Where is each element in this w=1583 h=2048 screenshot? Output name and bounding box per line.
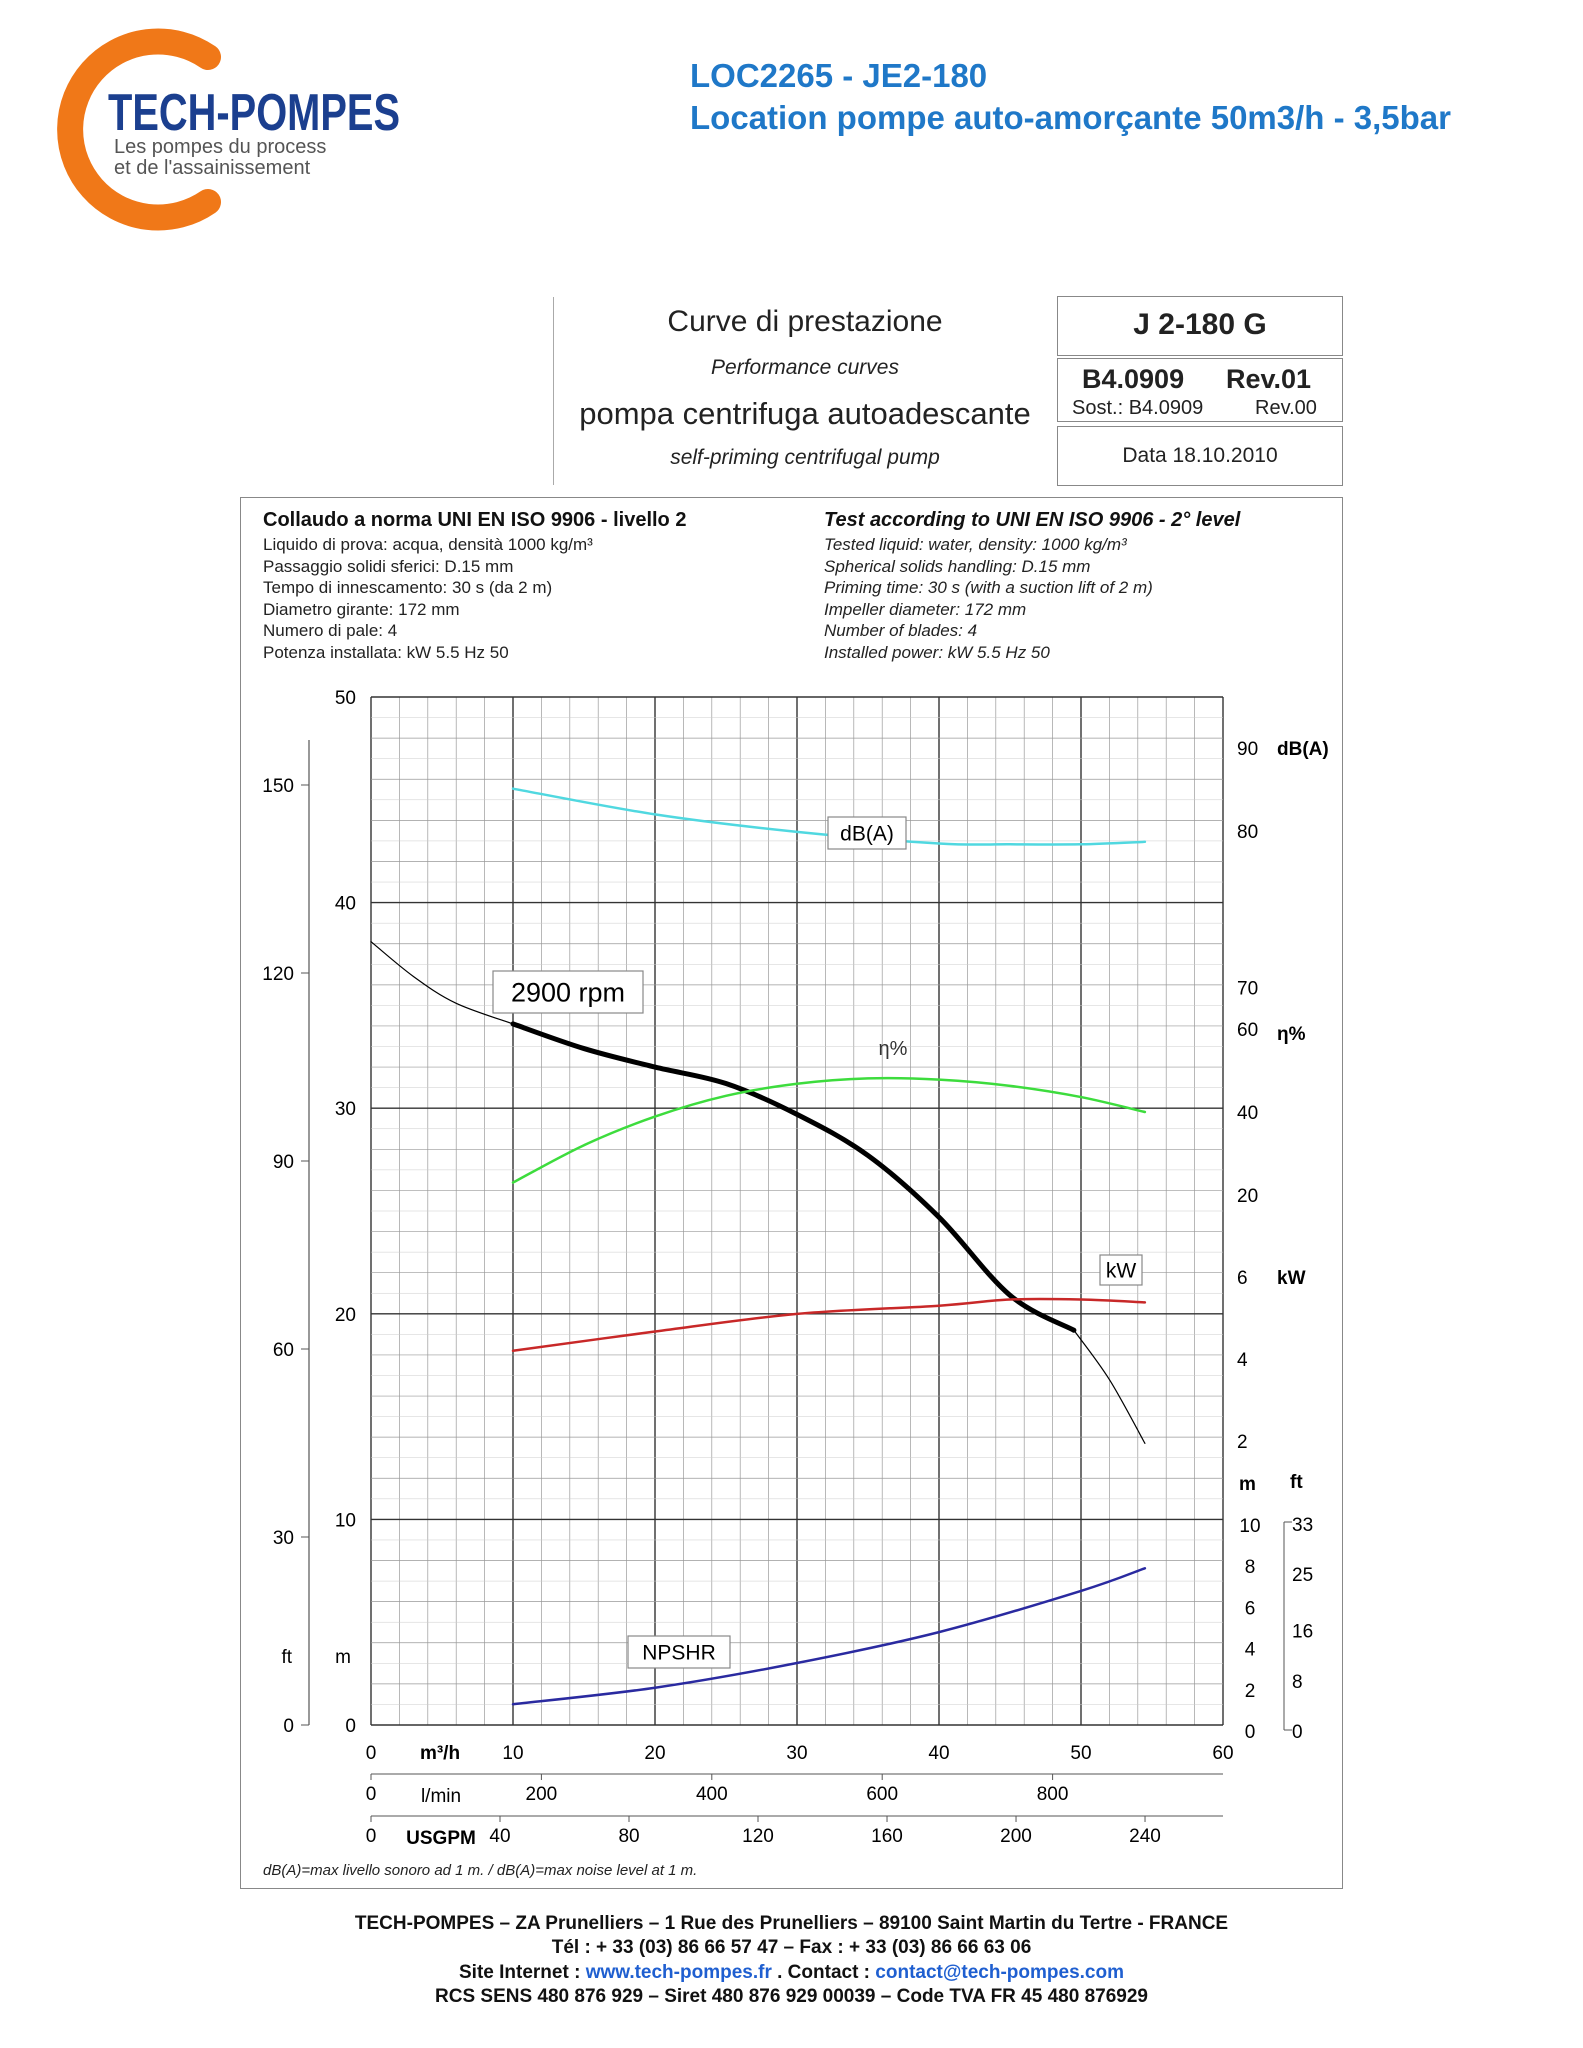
tick-label-usgpm: 120	[742, 1826, 774, 1847]
tick-label-lmin: 0	[365, 1784, 377, 1805]
tick-label-lmin: 400	[695, 1784, 728, 1805]
tick-label-head-ft: 30	[272, 1527, 294, 1549]
tick-label-m3h: 0	[365, 1743, 377, 1764]
tick-label-eff: 40	[1237, 1103, 1259, 1124]
test-heading-it: Collaudo a norma UNI EN ISO 9906 - livello 2	[263, 509, 687, 531]
tick-label-usgpm: 160	[871, 1826, 903, 1847]
tick-label-m3h: 50	[1070, 1743, 1092, 1764]
tick-label-usgpm: 240	[1129, 1826, 1161, 1847]
tick-label-npsh-m: 2	[1244, 1680, 1256, 1702]
series-head_extrapolated-line	[371, 942, 513, 1024]
spec-line-en: Tested liquid: water, density: 1000 kg/m³	[824, 535, 1127, 554]
doc-number: B4.0909	[1082, 364, 1185, 394]
axis-label-eff: η%	[1277, 1024, 1306, 1045]
tick-label-head-m: 50	[334, 688, 356, 709]
tick-label-lmin: 600	[866, 1784, 899, 1805]
tick-label-npsh-m: 6	[1244, 1598, 1256, 1620]
spec-line-en: Number of blades: 4	[824, 621, 978, 640]
spec-line-it: Passaggio solidi sferici: D.15 mm	[263, 556, 514, 576]
tick-label-head-m: 30	[334, 1099, 356, 1121]
tick-label-head-ft: 150	[262, 775, 294, 797]
tick-label-head-m: 0	[345, 1716, 356, 1737]
logo-tagline-2: et de l'assainissement	[114, 157, 311, 179]
tick-label-npsh-ft: 33	[1292, 1515, 1314, 1536]
tick-label-npsh-ft: 8	[1292, 1671, 1303, 1693]
spec-line-en: Installed power: kW 5.5 Hz 50	[824, 642, 1050, 662]
tick-label-db: 90	[1237, 739, 1259, 760]
page-title: LOC2265 - JE2-180	[690, 57, 988, 94]
sheet-subtitle-it: pompa centrifuga autoadescante	[579, 396, 1031, 431]
tick-label-head-ft: 0	[283, 1716, 294, 1737]
tick-label-lmin: 200	[525, 1784, 558, 1805]
tick-label-m3h: 40	[928, 1743, 950, 1764]
logo-tagline-1: Les pompes du process	[114, 136, 327, 158]
footer-registration: RCS SENS 480 876 929 – Siret 480 876 929 00039 – Code TVA FR 45 480 876929	[435, 1986, 1148, 2007]
tick-label-usgpm: 200	[1000, 1826, 1032, 1847]
model-code: J 2-180 G	[1133, 308, 1267, 341]
footer-address: TECH-POMPES – ZA Prunelliers – 1 Rue des Prunelliers – 89100 Saint Martin du Tertre - FRANCE	[354, 1913, 1229, 1934]
series-head-line	[513, 1024, 1074, 1330]
sost-label: Sost.: B4.0909	[1072, 397, 1204, 419]
tick-label-npsh-m: 10	[1239, 1516, 1261, 1537]
tick-label-head-m: 10	[334, 1510, 356, 1532]
axis-label-m3h: m³/h	[419, 1743, 461, 1764]
tick-label-m3h: 10	[502, 1743, 524, 1764]
tick-label-eff: 20	[1237, 1186, 1259, 1207]
tick-label-npsh-ft: 0	[1292, 1722, 1303, 1743]
spec-line-it: Potenza installata: kW 5.5 Hz 50	[263, 642, 509, 662]
tick-label-usgpm: 0	[365, 1826, 377, 1847]
noise-curve-label: dB(A)	[840, 822, 894, 846]
tick-label-head-ft: 120	[262, 963, 294, 985]
tick-label-head-m: 40	[334, 893, 356, 915]
spec-line-it: Liquido di prova: acqua, densità 1000 kg/m³	[263, 535, 593, 554]
contact-email-link[interactable]: contact@tech-pompes.com	[875, 1962, 1124, 1983]
axis-label-kw: kW	[1277, 1268, 1306, 1289]
sheet-title-en: Performance curves	[711, 356, 899, 379]
spec-line-en: Spherical solids handling: D.15 mm	[824, 556, 1091, 576]
efficiency-curve-label: η%	[878, 1038, 908, 1060]
tick-label-m3h: 20	[644, 1743, 666, 1764]
spec-line-it: Numero di pale: 4	[263, 621, 398, 640]
footer-phone: Tél : + 33 (03) 86 66 57 47 – Fax : + 33 (03) 86 66 63 06	[551, 1937, 1032, 1958]
spec-line-it: Diametro girante: 172 mm	[263, 599, 460, 619]
test-heading-en: Test according to UNI EN ISO 9906 - 2° level	[824, 509, 1241, 531]
noise-note: dB(A)=max livello sonoro ad 1 m. / dB(A)=max noise level at 1 m.	[263, 1862, 698, 1879]
tick-label-lmin: 800	[1036, 1784, 1069, 1805]
tick-label-npsh-ft: 25	[1292, 1565, 1314, 1587]
tick-label-eff: 70	[1237, 978, 1259, 1000]
tick-label-m3h: 60	[1212, 1743, 1234, 1764]
tick-label-m3h: 30	[786, 1743, 808, 1764]
tick-label-head-ft: 60	[272, 1339, 294, 1361]
axis-label-lmin: l/min	[420, 1786, 462, 1807]
sheet-subtitle-en: self-priming centrifugal pump	[670, 446, 940, 469]
site-link[interactable]: www.tech-pompes.fr	[585, 1962, 772, 1983]
spec-line-en: Priming time: 30 s (with a suction lift of 2 m)	[824, 578, 1153, 597]
footer-web	[0, 1961, 1583, 1986]
tick-label-npsh-m: 8	[1244, 1557, 1256, 1579]
sheet-title-it: Curve di prestazione	[667, 305, 943, 338]
axis-label-m: m	[335, 1647, 351, 1668]
axis-label-usgpm: USGPM	[406, 1828, 476, 1849]
axis-label-db: dB(A)	[1277, 739, 1329, 760]
speed-label: 2900 rpm	[510, 977, 626, 1008]
axis-label-npsh-m: m	[1239, 1474, 1256, 1495]
contact-label: . Contact :	[777, 1962, 871, 1983]
tick-label-db: 80	[1237, 822, 1259, 843]
tick-label-kw: 4	[1237, 1350, 1248, 1371]
site-label: Site Internet :	[459, 1962, 581, 1983]
power-curve-label: kW	[1105, 1259, 1137, 1283]
tick-label-head-m: 20	[334, 1304, 356, 1326]
axis-label-npsh-ft: ft	[1290, 1472, 1303, 1493]
sost-revision: Rev.00	[1255, 397, 1317, 419]
tick-label-eff: 60	[1237, 1020, 1259, 1041]
tick-label-usgpm: 80	[618, 1826, 640, 1847]
tick-label-kw: 6	[1237, 1268, 1248, 1289]
tick-label-kw: 2	[1237, 1432, 1248, 1453]
tick-label-npsh-m: 0	[1244, 1722, 1256, 1743]
page-subtitle: Location pompe auto-amorçante 50m3/h - 3,5bar	[690, 99, 1451, 136]
spec-line-en: Impeller diameter: 172 mm	[824, 599, 1027, 619]
tick-label-npsh-m: 4	[1244, 1639, 1256, 1661]
spec-line-it: Tempo di innescamento: 30 s (da 2 m)	[263, 578, 553, 597]
tick-label-usgpm: 40	[489, 1826, 511, 1847]
tick-label-head-ft: 90	[272, 1151, 294, 1173]
logo-brand-name: TECH-POMPES	[108, 84, 400, 142]
doc-revision: Rev.01	[1226, 364, 1312, 394]
axis-label-ft: ft	[281, 1647, 292, 1668]
npshr-curve-label: NPSHR	[642, 1641, 716, 1665]
tick-label-npsh-ft: 16	[1292, 1621, 1314, 1643]
doc-date: Data 18.10.2010	[1122, 444, 1278, 467]
series-power-line	[513, 1299, 1145, 1351]
